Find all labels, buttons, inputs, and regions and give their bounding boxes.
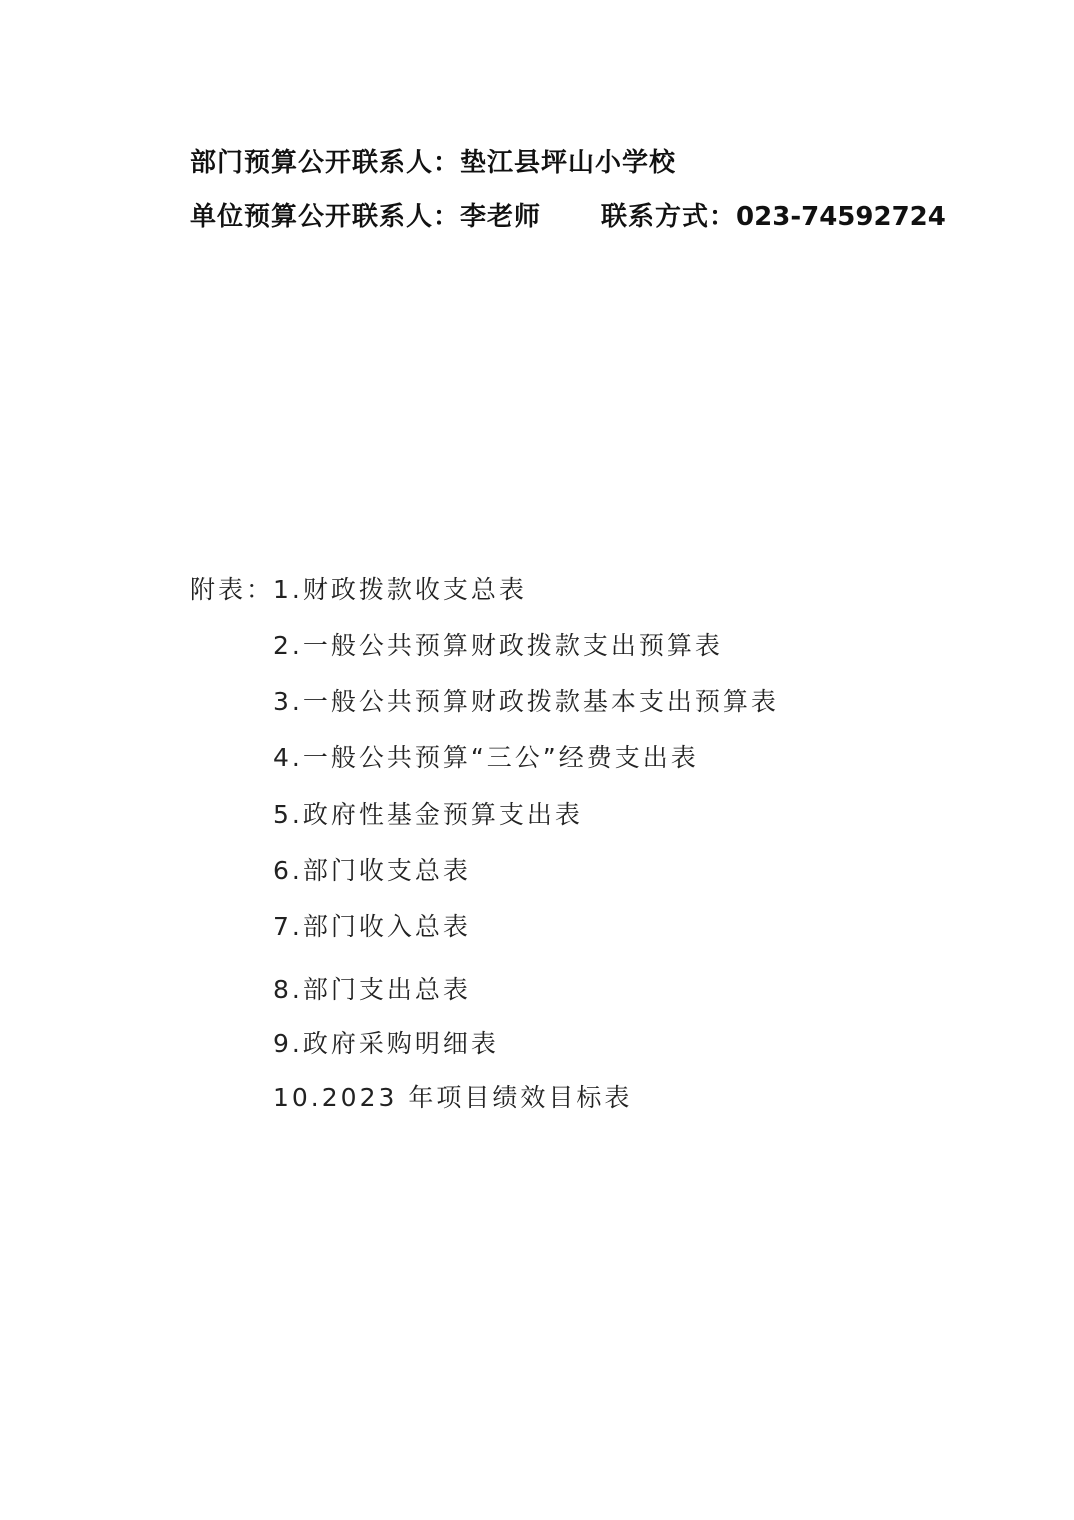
unit-contact-line [190, 204, 946, 230]
attachment-item-3: 3.一般公共预算财政拨款基本支出预算表 [273, 687, 779, 716]
attachment-item-2: 2.一般公共预算财政拨款支出预算表 [273, 631, 723, 660]
attachment-item-6: 6.部门收支总表 [273, 856, 471, 885]
attachment-item-7: 7.部门收入总表 [273, 912, 471, 941]
dept-contact-line [190, 150, 676, 176]
contact-method-label: 联系方式： [601, 202, 737, 232]
dept-contact-label: 部门预算公开联系人： [190, 148, 461, 178]
unit-contact-label: 单位预算公开联系人： [190, 202, 461, 232]
attachment-item-9: 9.政府采购明细表 [273, 1029, 499, 1058]
dept-contact-value: 垫江县坪山小学校 [460, 148, 677, 178]
attachment-item-5: 5.政府性基金预算支出表 [273, 800, 583, 829]
attachment-item-8: 8.部门支出总表 [273, 975, 471, 1004]
attachment-item-1: 1.财政拨款收支总表 [273, 575, 527, 604]
unit-contact-value: 李老师 [460, 202, 542, 232]
attachment-item-4: 4.一般公共预算“三公”经费支出表 [273, 743, 699, 772]
contact-phone: 023-74592724 [736, 202, 946, 232]
attachments-label: 附表： [190, 575, 275, 604]
attachment-item-10: 10.2023 年项目绩效目标表 [273, 1083, 633, 1112]
